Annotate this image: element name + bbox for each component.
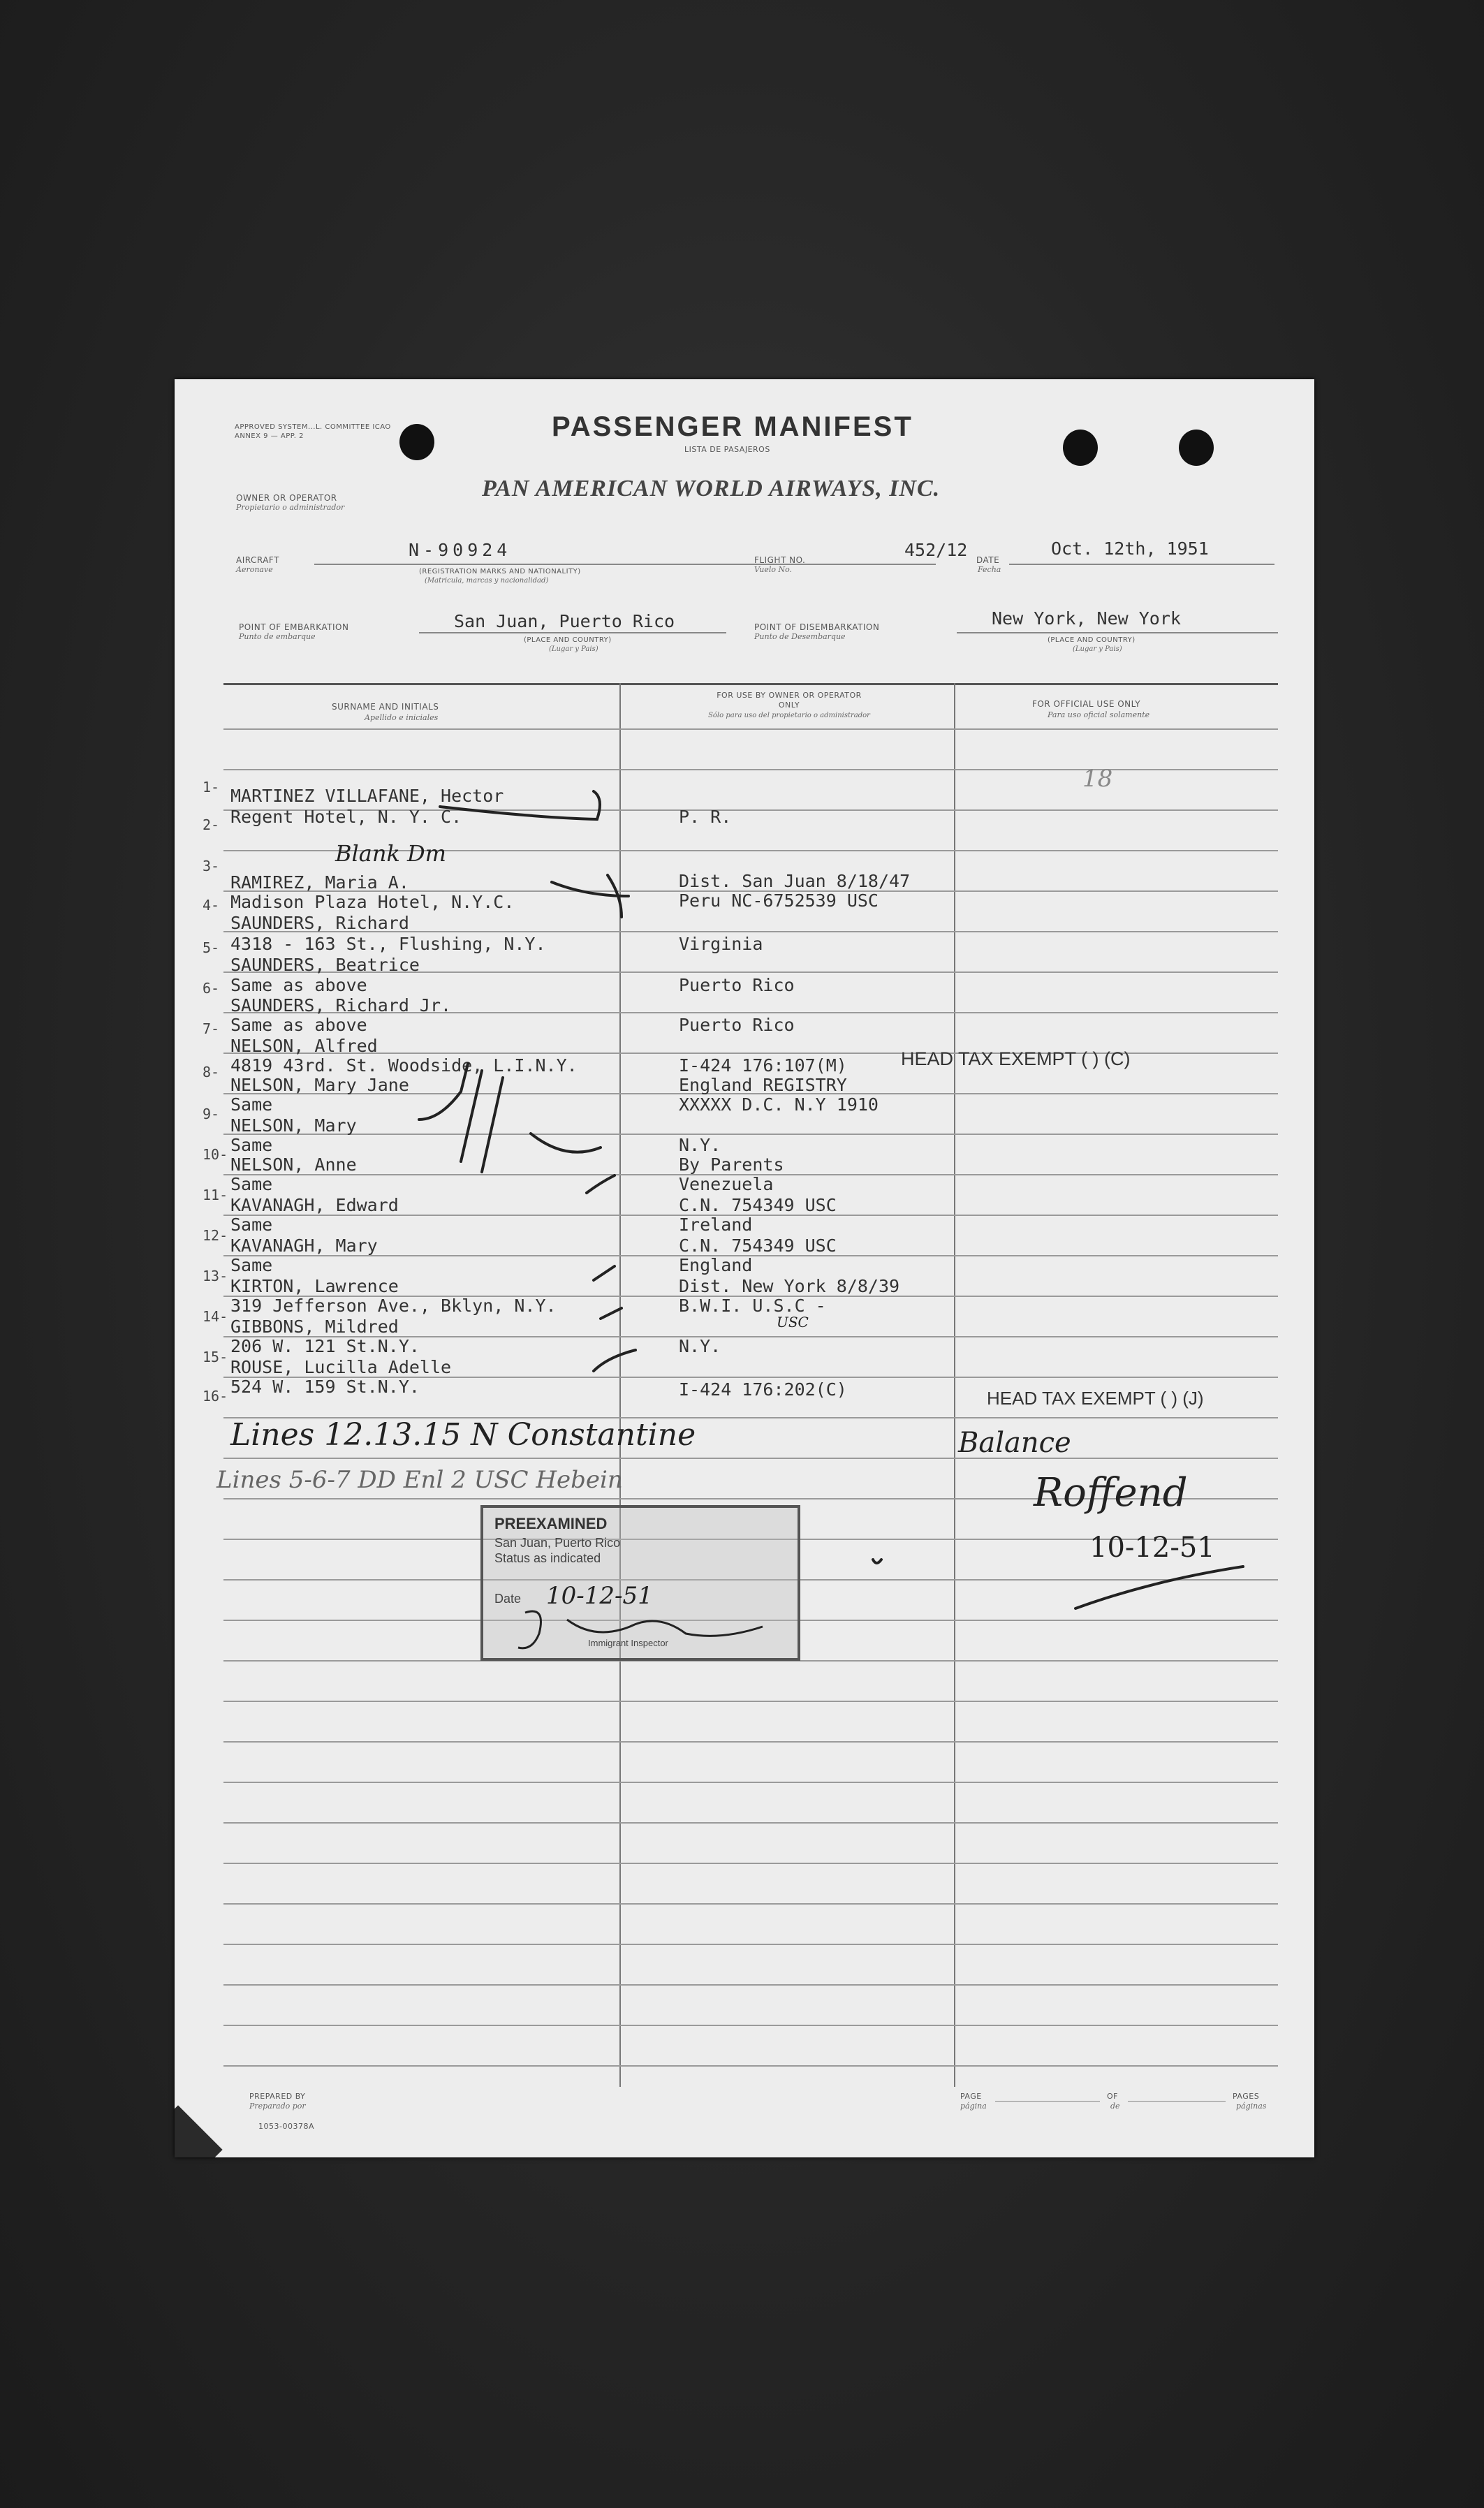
passenger-name: MARTINEZ VILLAFANE, Hector [230,786,504,806]
stamp-title: PREEXAMINED [494,1515,608,1532]
owner-entry: N.Y. [679,1135,721,1155]
aircraft-label: AIRCRAFT [236,555,279,565]
owner-entry-2: Venezuela [679,1174,774,1194]
flight-value: 452/12 [904,540,968,560]
passenger-name: GIBBONS, Mildred [230,1317,399,1337]
column-header-owner: FOR USE BY OWNER OR OPERATOR ONLY [717,691,862,710]
owner-entry: Dist. New York 8/8/39 [679,1276,900,1296]
owner-entry-2: Ireland [679,1215,753,1235]
official-entry: HEAD TAX EXEMPT ( ) (J) [987,1388,1204,1409]
handwritten-signature: Roffend [1034,1470,1188,1516]
owner-entry: C.N. 754349 USC [679,1195,837,1215]
row-number: 5- [203,939,220,956]
date-label: DATE [976,555,1000,565]
passenger-address: 4318 - 163 St., Flushing, N.Y. [230,934,546,954]
row-number: 7- [203,1020,220,1037]
owner-entry-2: N.Y. [679,1336,721,1356]
disembark-value: New York, New York [992,608,1181,629]
owner-entry: By Parents [679,1154,784,1175]
date-label-es: Fecha [978,565,1001,574]
owner-label-es: Propietario o administrador [236,503,345,512]
embark-label: POINT OF EMBARKATION [239,622,349,632]
stamp-date-label: Date [494,1592,522,1606]
row-number: 15- [203,1349,228,1365]
manifest-sheet [175,379,1314,2157]
row-number: 6- [203,980,220,997]
embark-place-sub: (PLACE AND COUNTRY) [524,636,612,644]
owner-entry-2: England [679,1255,753,1275]
form-approval-note: APPROVED SYSTEM...L. COMMITTEE ICAO ANNEX 9 — APP. 2 [235,423,391,440]
row-number: 16- [203,1388,228,1405]
blank-line-note: Blank Dm [335,840,446,867]
passenger-name: NELSON, Mary [230,1115,357,1136]
footer-underline-page [995,2101,1100,2102]
owner-entry-2: Peru NC-6752539 USC [679,890,879,911]
stamp-signature [497,1599,777,1655]
aircraft-value: N-90924 [409,540,512,560]
passenger-address: Regent Hotel, N. Y. C. [230,807,462,827]
passenger-address: Same as above [230,1015,367,1035]
handwritten-note-lines-5-6-7: Lines 5-6-7 DD Enl 2 USC Hebein [216,1466,623,1494]
passenger-name: NELSON, Mary Jane [230,1075,409,1095]
passenger-name: SAUNDERS, Richard Jr. [230,995,452,1015]
aircraft-sub-es: (Matricula, marcas y nacionalidad) [425,577,549,585]
prepared-by-label-es: Preparado por [249,2102,306,2111]
passenger-name: ROUSE, Lucilla Adelle [230,1357,452,1377]
owner-entry: P. R. [679,807,732,827]
passenger-name: KIRTON, Lawrence [230,1276,399,1296]
row-number: 10- [203,1146,228,1163]
stamp-inspector: Immigrant Inspector [588,1638,668,1648]
row-number: 11- [203,1187,228,1203]
embark-label-es: Punto de embarque [239,632,316,641]
aircraft-sub: (REGISTRATION MARKS AND NATIONALITY) [419,568,581,575]
handwritten-marks [175,379,1314,2157]
owner-label: OWNER OR OPERATOR [236,493,337,503]
passenger-address: Same [230,1135,273,1155]
disembark-place-sub: (PLACE AND COUNTRY) [1048,636,1136,644]
column-header-owner-es: Sólo para uso del propietario o administrador [708,712,870,719]
of-label: OF [1107,2092,1118,2101]
column-header-name-es: Apellido e iniciales [365,713,439,722]
page-title-es: LISTA DE PASAJEROS [684,445,770,454]
owner-entry: I-424 176:107(M) [679,1055,847,1076]
official-count: 18 [1082,765,1113,793]
passenger-address: 206 W. 121 St.N.Y. [230,1336,420,1356]
passenger-name: NELSON, Anne [230,1154,357,1175]
date-value: Oct. 12th, 1951 [1051,538,1209,559]
row-number: 2- [203,816,220,833]
passenger-name: RAMIREZ, Maria A. [230,872,409,893]
preexamined-stamp [480,1505,800,1661]
disembark-place-sub-es: (Lugar y Pais) [1073,645,1122,653]
handwritten-note-lines-12-13-15: Lines 12.13.15 N Constantine [230,1417,696,1453]
official-entry: HEAD TAX EXEMPT ( ) (C) [901,1048,1131,1069]
page-label-es: página [960,2102,987,2111]
row-number: 3- [203,858,220,874]
passenger-address: Same [230,1215,273,1235]
pages-label-es: páginas [1236,2102,1267,2111]
row-number: 8- [203,1064,220,1080]
passenger-name: KAVANAGH, Edward [230,1195,399,1215]
passenger-name: NELSON, Alfred [230,1036,378,1056]
owner-entry: C.N. 754349 USC [679,1235,837,1256]
stamp-date-value: 10-12-51 [546,1582,653,1610]
embark-place-sub-es: (Lugar y Pais) [549,645,598,653]
owner-entry: Puerto Rico [679,975,795,995]
passenger-address: 4819 43rd. St. Woodside, L.I.N.Y. [230,1055,578,1076]
passenger-address: 319 Jefferson Ave., Bklyn, N.Y. [230,1296,557,1316]
owner-entry: I-424 176:202(C) [679,1379,847,1400]
column-header-official-es: Para uso oficial solamente [1048,710,1150,719]
aircraft-label-es: Aeronave [236,565,273,574]
owner-entry: USC [777,1314,809,1330]
passenger-address: 524 W. 159 St.N.Y. [230,1377,420,1397]
passenger-address: Same [230,1255,273,1275]
owner-entry: Dist. San Juan 8/18/47 [679,871,911,891]
owner-entry: Puerto Rico [679,1015,795,1035]
embark-value: San Juan, Puerto Rico [454,611,675,631]
handwritten-signature-date: 10-12-51 [1089,1532,1215,1564]
passenger-name: SAUNDERS, Beatrice [230,955,420,975]
passenger-address: Same [230,1094,273,1115]
page-title: PASSENGER MANIFEST [552,411,913,442]
owner-entry: England REGISTRY [679,1075,847,1095]
passenger-address: Madison Plaza Hotel, N.Y.C. [230,892,515,912]
disembark-label-es: Punto de Desembarque [754,632,846,641]
row-number: 9- [203,1106,220,1122]
stamp-status: Status as indicated [494,1551,601,1565]
disembark-label: POINT OF DISEMBARKATION [754,622,880,632]
passenger-address: Same as above [230,975,367,995]
row-number: 14- [203,1308,228,1325]
row-number: 1- [203,779,220,795]
footer-underline-of [1128,2101,1226,2102]
row-number: 12- [203,1227,228,1244]
passenger-address: Same [230,1174,273,1194]
row-number: 4- [203,897,220,914]
owner-entry-2: XXXXX D.C. N.Y 1910 [679,1094,879,1115]
of-label-es: de [1110,2102,1120,2111]
prepared-by-label: PREPARED BY [249,2092,306,2101]
stamp-location: San Juan, Puerto Rico [494,1536,621,1550]
column-header-name: SURNAME AND INITIALS [332,702,439,712]
owner-entry-2: B.W.I. U.S.C - [679,1296,826,1316]
owner-entry: Virginia [679,934,763,954]
owner-value: PAN AMERICAN WORLD AIRWAYS, INC. [482,476,941,501]
passenger-name: SAUNDERS, Richard [230,913,409,933]
column-header-official: FOR OFFICIAL USE ONLY [1032,699,1141,709]
row-number: 13- [203,1268,228,1284]
form-number: 1053-00378A [258,2122,314,2131]
passenger-name: KAVANAGH, Mary [230,1235,378,1256]
flight-label: FLIGHT NO. [754,555,806,565]
handwritten-balance: Balance [958,1427,1071,1459]
page-label: PAGE [960,2092,982,2101]
pages-label: PAGES [1233,2092,1260,2101]
flight-label-es: Vuelo No. [754,565,793,574]
